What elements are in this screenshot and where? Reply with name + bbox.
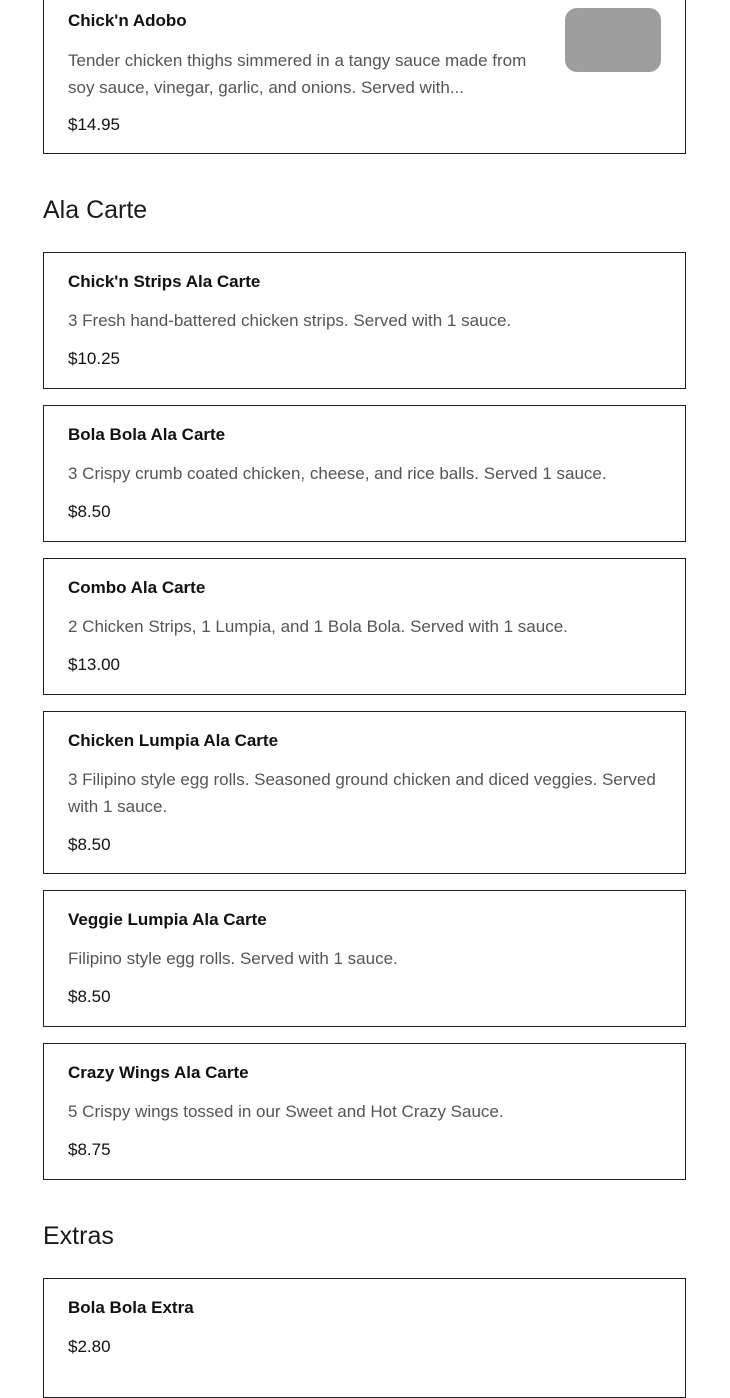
item-price: $8.50 — [68, 835, 111, 854]
section-title-extras: Extras — [43, 1222, 114, 1250]
menu-item-card[interactable] — [43, 1278, 686, 1398]
item-name: Chicken Lumpia Ala Carte — [68, 731, 279, 750]
item-price: $14.95 — [68, 115, 120, 134]
menu-item-card[interactable] — [43, 0, 686, 154]
item-name: Chick'n Strips Ala Carte — [68, 272, 261, 291]
item-name: Veggie Lumpia Ala Carte — [68, 910, 267, 929]
item-name: Chick'n Adobo — [68, 11, 187, 30]
item-price: $8.50 — [68, 502, 111, 521]
item-image-placeholder — [565, 8, 661, 72]
item-description: 3 Fresh hand-battered chicken strips. Served with 1 sauce. — [68, 311, 512, 330]
item-price: $10.25 — [68, 349, 120, 368]
menu-item-card[interactable] — [43, 558, 686, 695]
menu-item-card[interactable] — [43, 1043, 686, 1180]
section-title-ala-carte: Ala Carte — [43, 196, 148, 224]
item-description: 3 Filipino style egg rolls. Seasoned ground chicken and diced veggies. Served with 1 sauce. — [68, 770, 656, 816]
item-price: $8.75 — [68, 1140, 111, 1159]
item-price: $2.80 — [68, 1337, 111, 1356]
item-name: Crazy Wings Ala Carte — [68, 1063, 249, 1082]
menu-item-card[interactable] — [43, 890, 686, 1027]
item-price: $13.00 — [68, 655, 120, 674]
menu-item-card[interactable] — [43, 711, 686, 874]
item-description: 5 Crispy wings tossed in our Sweet and Hot Crazy Sauce. — [68, 1102, 504, 1121]
item-description: 3 Crispy crumb coated chicken, cheese, and rice balls. Served 1 sauce. — [68, 464, 607, 483]
menu-item-card[interactable] — [43, 252, 686, 389]
menu-item-card[interactable] — [43, 405, 686, 542]
item-name: Bola Bola Extra — [68, 1298, 194, 1317]
item-description: 2 Chicken Strips, 1 Lumpia, and 1 Bola Bola. Served with 1 sauce. — [68, 617, 568, 636]
item-name: Combo Ala Carte — [68, 578, 206, 597]
item-description: Tender chicken thighs simmered in a tangy sauce made from soy sauce, vinegar, garlic, and onions. Served with... — [68, 51, 527, 97]
item-description: Filipino style egg rolls. Served with 1 sauce. — [68, 949, 398, 968]
item-name: Bola Bola Ala Carte — [68, 425, 226, 444]
item-price: $8.50 — [68, 987, 111, 1006]
